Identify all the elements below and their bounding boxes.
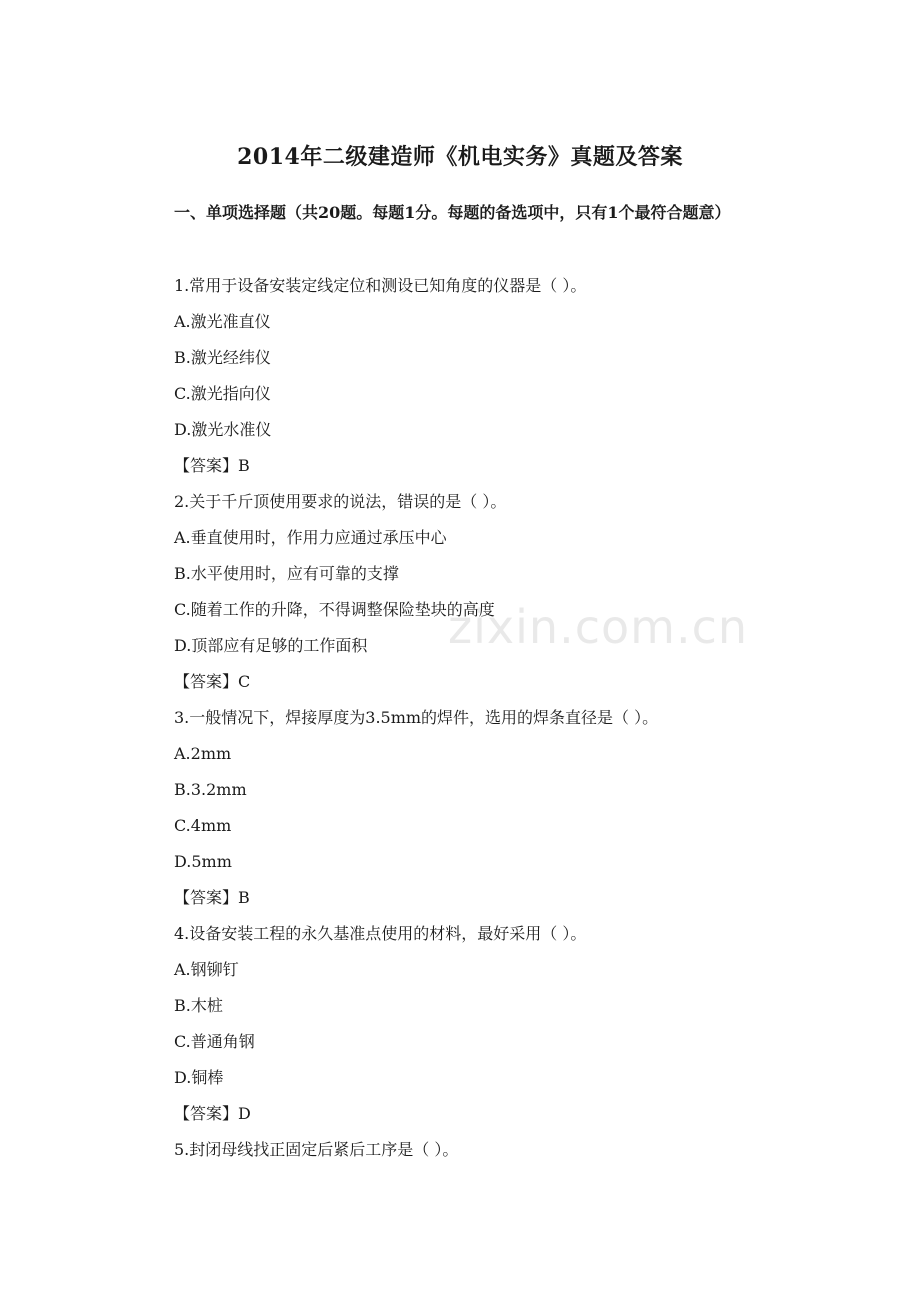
question-3-option-b: B.3.2mm: [174, 780, 247, 799]
section-heading: 一、单项选择题（共20题。每题1分。每题的备选项中，只有1个最符合题意）: [174, 203, 731, 222]
question-3-answer: 【答案】B: [174, 888, 250, 907]
question-4-option-b: B.木桩: [174, 996, 223, 1015]
question-1-option-b: B.激光经纬仪: [174, 348, 271, 367]
question-2-option-c: C.随着工作的升降，不得调整保险垫块的高度: [174, 600, 495, 619]
question-5-stem: 5.封闭母线找正固定后紧后工序是（ ）。: [174, 1140, 459, 1159]
question-4-option-a: A.钢铆钉: [174, 960, 239, 979]
question-2-option-d: D.顶部应有足够的工作面积: [174, 636, 368, 655]
question-2-answer: 【答案】C: [174, 672, 251, 691]
document-title: 2014年二级建造师《机电实务》真题及答案: [237, 144, 683, 170]
question-3-stem: 3.一般情况下，焊接厚度为3.5mm的焊件，选用的焊条直径是（ ）。: [174, 708, 659, 727]
question-4-option-c: C.普通角钢: [174, 1032, 255, 1051]
question-1-option-a: A.激光准直仪: [174, 312, 271, 331]
question-2-stem: 2.关于千斤顶使用要求的说法，错误的是（ ）。: [174, 492, 507, 511]
question-4-stem: 4.设备安装工程的永久基准点使用的材料，最好采用（ ）。: [174, 924, 587, 943]
question-1-option-d: D.激光水准仪: [174, 420, 272, 439]
question-3-option-d: D.5mm: [174, 852, 232, 871]
question-4-answer: 【答案】D: [174, 1104, 251, 1123]
question-1-answer: 【答案】B: [174, 456, 250, 475]
question-2-option-a: A.垂直使用时，作用力应通过承压中心: [174, 528, 447, 547]
question-2-option-b: B.水平使用时，应有可靠的支撑: [174, 564, 399, 583]
question-4-option-d: D.铜棒: [174, 1068, 224, 1087]
question-1-stem: 1.常用于设备安装定线定位和测设已知角度的仪器是（ ）。: [174, 276, 587, 295]
question-1-option-c: C.激光指向仪: [174, 384, 271, 403]
question-list: [174, 268, 794, 1168]
question-3-option-c: C.4mm: [174, 816, 232, 835]
question-3-option-a: A.2mm: [174, 744, 232, 763]
watermark: zixin.com.cn: [448, 600, 749, 654]
